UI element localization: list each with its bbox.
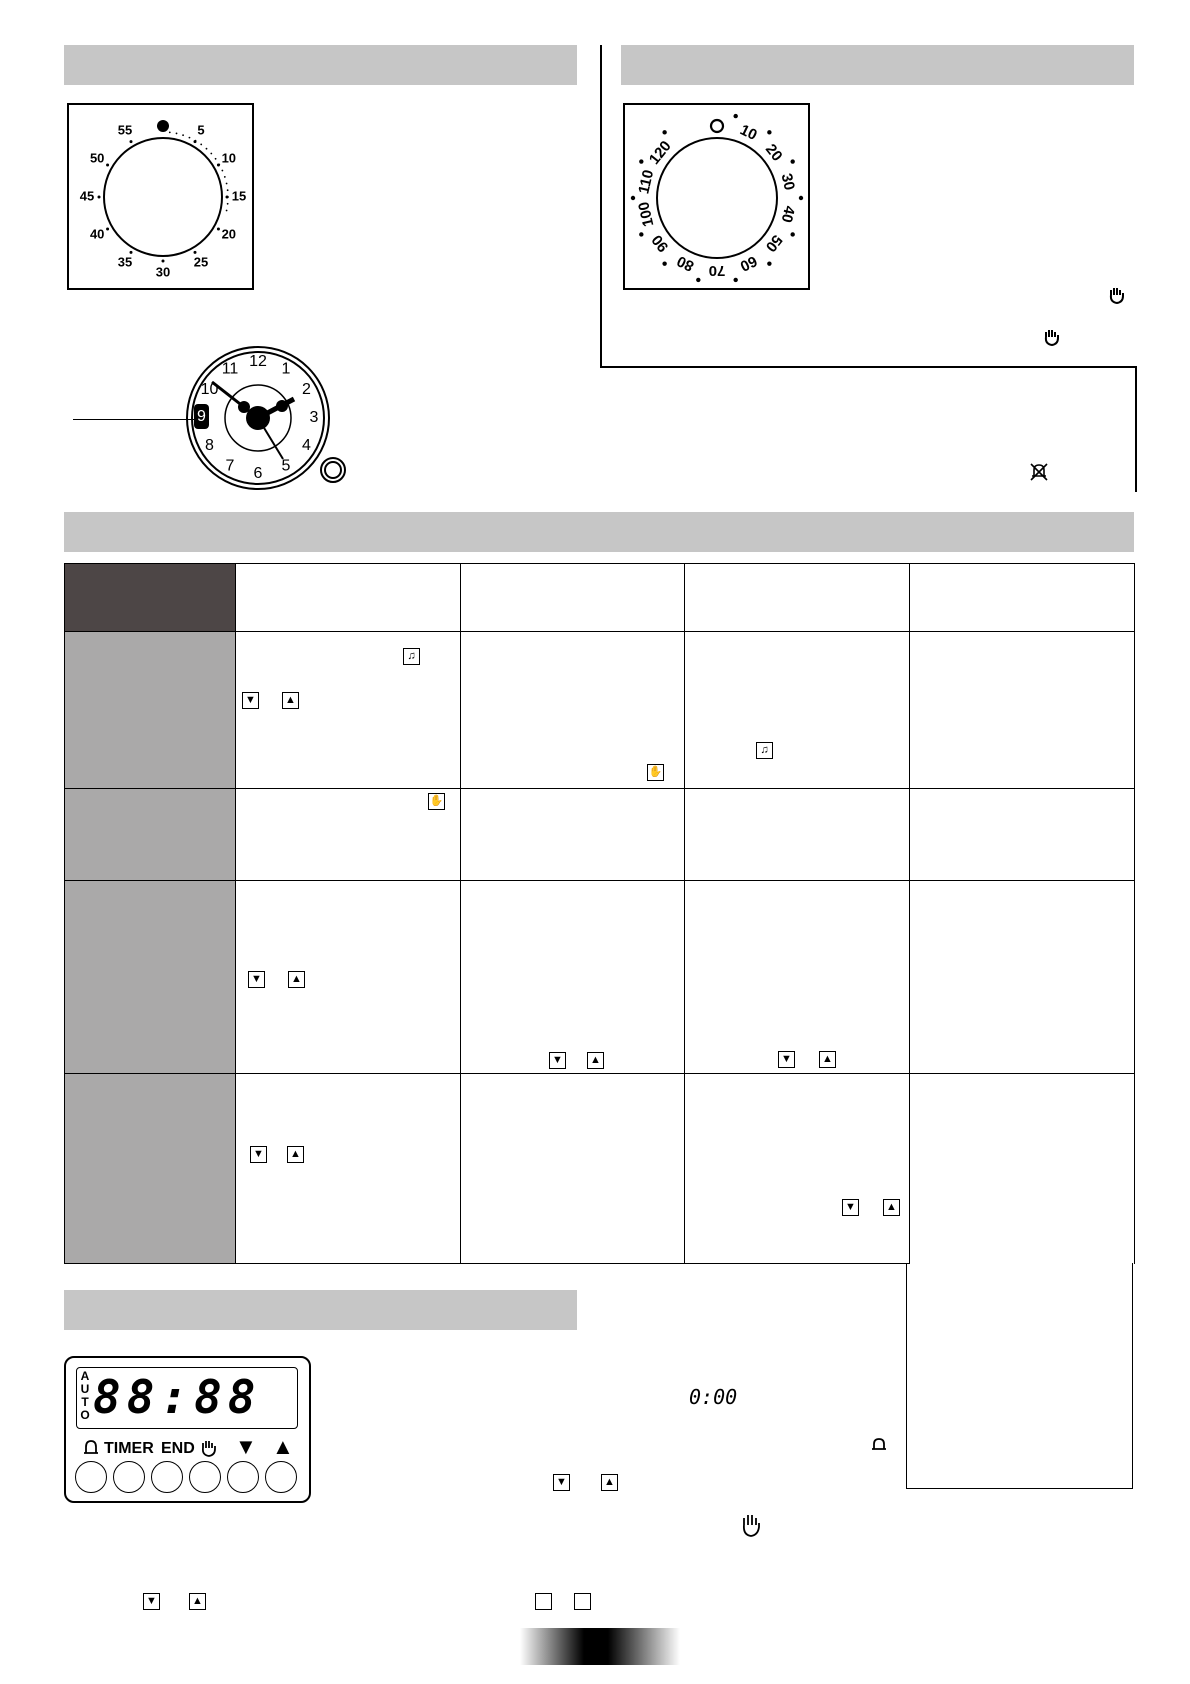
dial-tick (226, 210, 228, 212)
table-cell (461, 789, 685, 881)
down-arrow-icon: ▼ (235, 1434, 257, 1459)
dial-label: 40 (89, 226, 105, 242)
clock-number: 3 (309, 409, 319, 427)
bell-off-icon (1028, 461, 1050, 483)
table-cell (461, 1074, 685, 1264)
page-tab (520, 1628, 680, 1665)
programmer-buttons (75, 1461, 305, 1495)
clock-number: 2 (302, 381, 311, 399)
frame-line-vertical-right (1135, 366, 1137, 492)
dial-label: 10 (737, 121, 760, 144)
down-arrow-icon: ▼ (248, 971, 265, 988)
clock-number: 8 (205, 437, 214, 455)
up-arrow-icon: ▲ (601, 1474, 618, 1491)
dial-label: 50 (761, 231, 786, 256)
section-bar-electronic-programmer (64, 1290, 577, 1330)
up-arrow-icon: ▲ (288, 971, 305, 988)
zero-time-readout: 0:00 (689, 1385, 738, 1409)
up-arrow-icon: ▲ (287, 1146, 304, 1163)
dial-tick (767, 130, 771, 134)
dial-label: 110 (635, 168, 658, 196)
dial-tick (215, 158, 217, 160)
clock-number: 9 (197, 408, 206, 426)
dial-tick (733, 114, 737, 118)
hand-icon: ✋ (428, 793, 445, 810)
section-bar-cook-timer (621, 45, 1134, 85)
auto-letter: U (80, 1382, 90, 1396)
dial-tick (224, 176, 226, 178)
dial-label: 20 (221, 226, 237, 242)
dial-tick (799, 196, 803, 200)
table-cell (236, 881, 461, 1074)
dial-label: 45 (79, 188, 95, 204)
dial-label: 80 (674, 252, 697, 275)
clock-number: 6 (253, 465, 263, 483)
down-arrow-icon: ▼ (553, 1474, 570, 1491)
dial-tick (194, 251, 197, 254)
digital-programmer-display (64, 1356, 311, 1503)
dial-label: 90 (648, 231, 673, 256)
dial-label: 30 (155, 264, 171, 280)
dial-tick (226, 183, 228, 185)
dial-label: 40 (777, 204, 798, 225)
programmer-button[interactable] (227, 1461, 259, 1493)
table-cell (685, 632, 910, 789)
dial-tick (176, 133, 178, 135)
up-arrow-icon: ▲ (819, 1051, 836, 1068)
cook-timer-dial (623, 103, 810, 290)
bell-icon: ♫ (756, 742, 773, 759)
dial-label: 30 (777, 171, 798, 192)
dial-label: 35 (117, 254, 133, 270)
table-header-cell (910, 564, 1135, 632)
table-header-cell (461, 564, 685, 632)
hand-icon: ✋ (647, 764, 664, 781)
dial-tick (189, 137, 191, 139)
up-arrow-icon: ▲ (282, 692, 299, 709)
programmer-button[interactable] (75, 1461, 107, 1493)
clock-number: 4 (302, 437, 311, 455)
analogue-clock (184, 342, 354, 497)
blank-button-icon (574, 1593, 591, 1610)
dial-tick (195, 140, 197, 142)
frame-line-vertical-left (600, 45, 602, 367)
dial-label: 50 (89, 150, 105, 166)
table-cell (236, 632, 461, 789)
down-arrow-icon: ▼ (842, 1199, 859, 1216)
hand-icon (200, 1438, 218, 1458)
dial-tick (733, 278, 737, 282)
dial-tick (182, 134, 184, 136)
up-arrow-icon: ▲ (587, 1052, 604, 1069)
hand-icon (1043, 327, 1061, 347)
programmer-button[interactable] (189, 1461, 221, 1493)
dial-label: 5 (197, 122, 205, 138)
dial-tick (130, 140, 133, 143)
dial-tick (218, 164, 220, 166)
bell-icon (871, 1436, 887, 1454)
table-cell (461, 881, 685, 1074)
dial-label: 25 (193, 254, 209, 270)
up-arrow-icon: ▲ (272, 1434, 294, 1459)
table-header-cell (236, 564, 461, 632)
dial-tick (106, 164, 109, 167)
dial-tick (98, 196, 101, 199)
table-cell (236, 789, 461, 881)
dial-tick (130, 251, 133, 254)
frame-line-horizontal (600, 366, 1137, 368)
dial-tick (767, 261, 771, 265)
table-cell (685, 1074, 910, 1264)
bell-icon: ♫ (403, 648, 420, 665)
dial-label: 15 (231, 188, 247, 204)
clock-number: 1 (281, 360, 291, 378)
dial-tick (206, 148, 208, 150)
blank-button-icon (535, 1593, 552, 1610)
dial-tick (639, 232, 643, 236)
clock-number: 10 (200, 381, 219, 399)
auto-indicator (79, 1370, 91, 1422)
end-label: END (161, 1440, 195, 1457)
dial-tick (790, 159, 794, 163)
dial-label-zero (711, 120, 723, 132)
down-arrow-icon: ▼ (143, 1593, 160, 1610)
programmer-button[interactable] (113, 1461, 145, 1493)
program-table (64, 563, 1135, 1264)
dial-tick (227, 203, 229, 205)
auto-letter: O (80, 1408, 90, 1422)
dial-label: 20 (761, 140, 786, 165)
programmer-button[interactable] (265, 1461, 297, 1493)
dial-tick (106, 228, 109, 231)
programmer-button[interactable] (151, 1461, 183, 1493)
dial-tick (217, 228, 220, 231)
table-extension-cell (906, 1263, 1133, 1489)
table-corner-cell (65, 564, 236, 632)
dial-tick (662, 261, 666, 265)
table-row-header (65, 632, 236, 789)
dial-tick (227, 189, 229, 191)
table-cell (236, 1074, 461, 1264)
clock-number: 5 (281, 457, 291, 475)
display-window (76, 1367, 298, 1429)
dial-tick (639, 159, 643, 163)
auto-letter: A (80, 1369, 90, 1383)
table-cell (685, 881, 910, 1074)
clock-number: 7 (225, 457, 235, 475)
down-arrow-icon: ▼ (778, 1051, 795, 1068)
dial-tick (221, 170, 223, 172)
down-arrow-icon: ▼ (549, 1052, 566, 1069)
clock-pointer-line (73, 419, 195, 420)
table-cell-tall (910, 1074, 1135, 1264)
dial-tick (210, 153, 212, 155)
dial-label: 60 (737, 252, 760, 275)
dial-label: 70 (708, 262, 726, 280)
auto-letter: T (81, 1395, 89, 1409)
hand-icon (1108, 285, 1126, 305)
table-row-header (65, 1074, 236, 1264)
dial-tick (200, 144, 202, 146)
up-arrow-icon: ▲ (883, 1199, 900, 1216)
dial-tick (696, 278, 700, 282)
dial-tick (631, 196, 635, 200)
bell-icon (82, 1438, 100, 1458)
up-arrow-icon: ▲ (189, 1593, 206, 1610)
dial-tick (790, 232, 794, 236)
digit-readout: 88:88 (93, 1370, 262, 1424)
table-cell (910, 632, 1135, 789)
table-cell (910, 789, 1135, 881)
table-header-cell (685, 564, 910, 632)
dial-label: 120 (645, 137, 675, 168)
table-row-header (65, 789, 236, 881)
section-bar-minute-timer (64, 45, 577, 85)
table-cell (461, 632, 685, 789)
table-row-header (65, 881, 236, 1074)
section-bar-program-table (64, 512, 1134, 552)
clock-number: 11 (221, 360, 239, 378)
dial-tick (227, 196, 229, 198)
table-cell (685, 789, 910, 881)
clock-number: 12 (249, 353, 267, 371)
down-arrow-icon: ▼ (242, 692, 259, 709)
table-cell (910, 881, 1135, 1074)
hand-icon (740, 1512, 762, 1538)
timer-label: TIMER (104, 1440, 154, 1457)
dial-tick (662, 130, 666, 134)
dial-label: 100 (635, 200, 658, 229)
minute-timer-dial (67, 103, 254, 290)
down-arrow-icon: ▼ (250, 1146, 267, 1163)
dial-label: 10 (221, 150, 237, 166)
dial-label: 55 (117, 122, 133, 138)
dial-label: 0 (717, 126, 718, 127)
dial-tick (169, 131, 171, 133)
dial-tick (162, 260, 165, 263)
